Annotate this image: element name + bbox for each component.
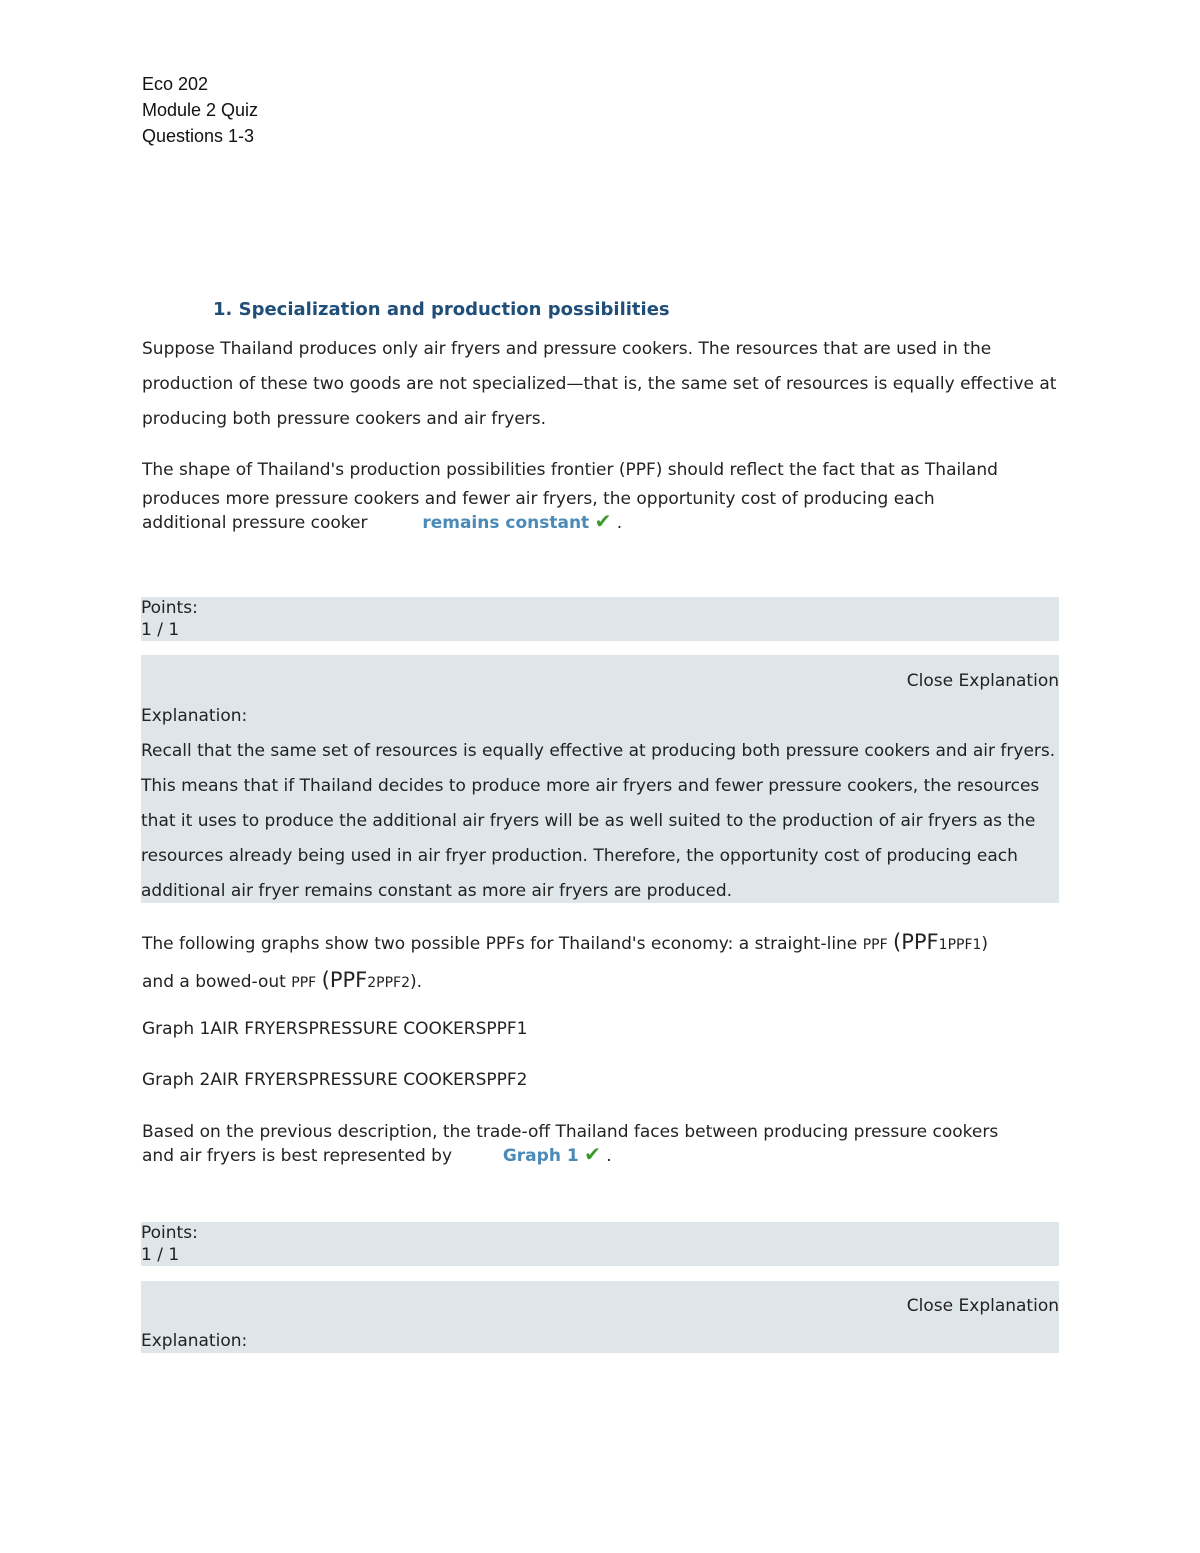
part2-question — [142, 1121, 1062, 1167]
part1-question — [142, 453, 1062, 534]
close-paren: ) — [981, 934, 989, 954]
close-explanation-button[interactable]: Close Explanation — [906, 671, 1059, 691]
graphs-intro — [142, 925, 1062, 1001]
points-value-2: 1 / 1 — [141, 1245, 180, 1265]
course-title: Eco 202 — [142, 74, 209, 94]
open-paren: ( — [893, 930, 902, 954]
points-label: Points: — [141, 598, 198, 618]
part1-line3 — [142, 510, 1062, 534]
graphs-intro-line2 — [142, 963, 1062, 1001]
open-paren-2: ( — [321, 968, 330, 992]
questions-range: Questions 1-3 — [142, 126, 255, 146]
part2-answer[interactable]: Graph 1 — [502, 1146, 579, 1166]
part2-line2-text: and air fryers is best represented by — [142, 1146, 453, 1166]
correct-check-icon-2: ✔ — [584, 1142, 601, 1166]
ppf-word-2: PPF — [291, 975, 317, 991]
part2-line1: Based on the previous description, the trade-off Thailand faces between producing pressure cookers — [142, 1122, 999, 1142]
explanation-label: Explanation: — [141, 706, 248, 726]
ppf1-subscript: 1 — [938, 937, 948, 953]
graphs-intro-text-b: and a bowed-out — [142, 972, 286, 992]
part1-period: . — [616, 513, 623, 533]
part1-line3-text: additional pressure cooker — [142, 513, 368, 533]
points-value: 1 / 1 — [141, 620, 180, 640]
question-title: 1. Specialization and production possibilities — [213, 299, 670, 320]
part1-line1: The shape of Thailand's production possibilities frontier (PPF) should reflect the fact that as Thailand — [142, 460, 998, 480]
points-box-2 — [141, 1222, 1059, 1266]
part2-period: . — [606, 1146, 612, 1166]
points-box-1 — [141, 597, 1059, 641]
graph2-label: Graph 2AIR FRYERSPRESSURE COOKERSPPF2 — [142, 1070, 528, 1090]
explanation-box-1 — [141, 655, 1059, 903]
explanation-text: Recall that the same set of resources is equally effective at producing both pressure cookers and air fryers. This means that if Thailand decides to produce more air fryers and fewer pressure cookers, the resources that it uses to produce the additional air fryers will be as well suited to the production of air fryers as the resources already being used in air fryer production. Therefore, the opportunity cost of producing each additional air fryer remains constant as more air fryers are produced. — [141, 741, 1056, 901]
explanation-box-2 — [141, 1281, 1059, 1353]
ppf2-text: PPF2 — [376, 975, 410, 991]
close-paren-period: ). — [410, 972, 423, 992]
close-explanation-button-2[interactable]: Close Explanation — [906, 1296, 1059, 1316]
question-intro: Suppose Thailand produces only air fryers and pressure cookers. The resources that are used in the production of these two goods are not specialized—that is, the same set of resources is equally effective at producing both pressure cookers and air fryers. — [142, 339, 1057, 429]
ppf-word: PPF — [862, 937, 888, 953]
ppf2-subscript: 2 — [367, 975, 377, 991]
ppf2-symbol: PPF — [329, 968, 368, 992]
explanation-label-2: Explanation: — [141, 1331, 248, 1351]
ppf1-symbol: PPF — [901, 930, 939, 954]
graphs-intro-text-a: The following graphs show two possible PPFs for Thailand's economy: a straight-line — [142, 934, 858, 954]
graphs-intro-line1 — [142, 925, 1062, 963]
points-label-2: Points: — [141, 1223, 198, 1243]
correct-check-icon: ✔ — [594, 509, 612, 533]
graph1-label: Graph 1AIR FRYERSPRESSURE COOKERSPPF1 — [142, 1019, 528, 1039]
part1-line2: produces more pressure cookers and fewer air fryers, the opportunity cost of producing each — [142, 489, 935, 509]
part1-answer[interactable]: remains constant — [422, 513, 590, 533]
ppf1-text: PPF1 — [947, 937, 982, 953]
part2-line2 — [142, 1143, 1062, 1167]
quiz-title: Module 2 Quiz — [142, 100, 259, 120]
